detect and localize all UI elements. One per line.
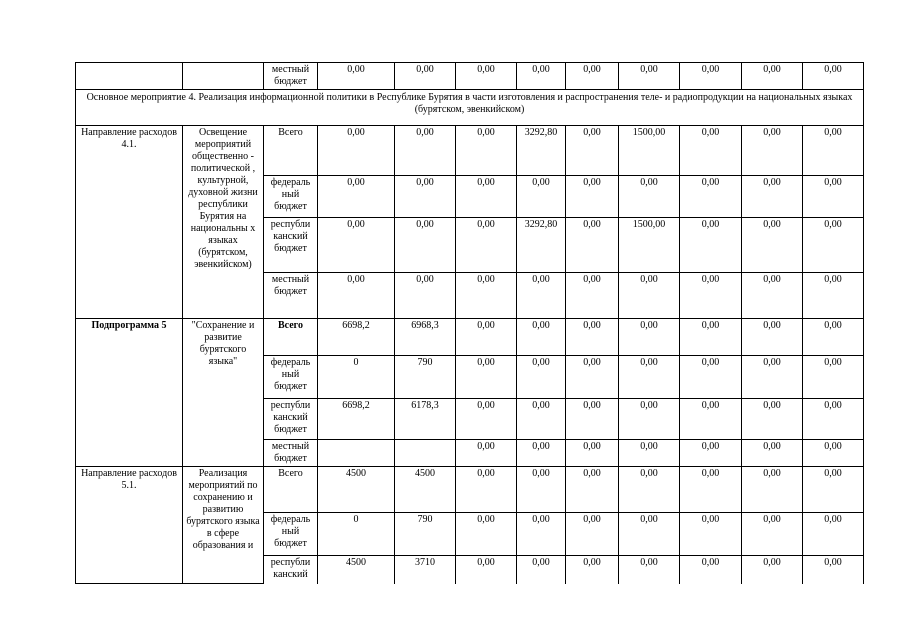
value-cell: 0,00	[566, 218, 619, 273]
value-cell: 0,00	[517, 319, 566, 356]
block-description-cell: Освещение мероприятий общественно - политической , культурной, духовной жизни республики Бурятия на национальны х языках (бурятском, эвенкийском)	[183, 126, 264, 319]
value-cell: 0,00	[619, 399, 680, 440]
value-cell: 0,00	[456, 126, 517, 176]
value-cell: 0,00	[680, 513, 742, 556]
section-row	[76, 90, 864, 126]
value-cell: 1500,00	[619, 218, 680, 273]
value-cell: 0,00	[517, 513, 566, 556]
value-cell: 0,00	[456, 556, 517, 584]
value-cell: 0,00	[395, 176, 456, 218]
value-cell: 0,00	[742, 63, 803, 90]
value-cell: 0,00	[803, 126, 864, 176]
table-row	[76, 467, 864, 513]
value-cell: 3710	[395, 556, 456, 584]
value-cell: 0,00	[742, 467, 803, 513]
budget-table	[75, 62, 864, 584]
value-cell: 0,00	[318, 63, 395, 90]
value-cell: 0	[318, 513, 395, 556]
value-cell: 0,00	[742, 218, 803, 273]
value-cell: 0,00	[803, 273, 864, 319]
value-cell: 0,00	[803, 440, 864, 467]
value-cell: 0,00	[619, 356, 680, 399]
value-cell: 3292,80	[517, 218, 566, 273]
value-cell: 0,00	[680, 356, 742, 399]
value-cell: 0,00	[803, 556, 864, 584]
value-cell: 0,00	[456, 63, 517, 90]
value-cell: 0,00	[742, 513, 803, 556]
value-cell: 3292,80	[517, 126, 566, 176]
table-row	[76, 63, 864, 90]
value-cell: 0,00	[566, 440, 619, 467]
section-title: Основное мероприятие 4. Реализация информационной политики в Республике Бурятия в части изготовления и распространения теле- и радиопродукции на национальных языках (бурятском, эвенкийском)	[76, 90, 864, 126]
value-cell: 0,00	[566, 176, 619, 218]
value-cell: 0,00	[680, 467, 742, 513]
value-cell: 0,00	[566, 467, 619, 513]
value-cell: 0,00	[566, 273, 619, 319]
source-cell: республи канский бюджет	[264, 218, 318, 273]
value-cell: 790	[395, 513, 456, 556]
value-cell: 0,00	[566, 126, 619, 176]
value-cell: 0,00	[803, 399, 864, 440]
value-cell: 0,00	[742, 356, 803, 399]
source-cell: Всего	[264, 467, 318, 513]
value-cell: 6178,3	[395, 399, 456, 440]
value-cell: 0,00	[395, 63, 456, 90]
value-cell: 0,00	[517, 556, 566, 584]
block-description-cell: "Сохранение и развитие бурятского языка"	[183, 319, 264, 467]
value-cell: 0	[318, 356, 395, 399]
description-cell-empty	[183, 63, 264, 90]
value-cell: 1500,00	[619, 126, 680, 176]
value-cell: 0,00	[456, 319, 517, 356]
value-cell: 6698,2	[318, 399, 395, 440]
value-cell: 0,00	[742, 556, 803, 584]
value-cell: 6968,3	[395, 319, 456, 356]
value-cell: 0,00	[742, 440, 803, 467]
block-description-cell: Реализация мероприятий по сохранению и развитию бурятского языка в сфере образования и	[183, 467, 264, 584]
source-cell: федераль ный бюджет	[264, 513, 318, 556]
source-cell: местный бюджет	[264, 63, 318, 90]
value-cell	[395, 440, 456, 467]
value-cell: 0,00	[318, 273, 395, 319]
value-cell: 0,00	[680, 556, 742, 584]
source-cell: Всего	[264, 126, 318, 176]
value-cell: 0,00	[318, 218, 395, 273]
value-cell: 0,00	[566, 63, 619, 90]
value-cell: 0,00	[517, 467, 566, 513]
value-cell: 0,00	[742, 273, 803, 319]
source-cell: Всего	[264, 319, 318, 356]
value-cell: 0,00	[803, 319, 864, 356]
block-name-cell: Подпрограмма 5	[76, 319, 183, 467]
value-cell: 0,00	[680, 319, 742, 356]
value-cell: 0,00	[619, 319, 680, 356]
value-cell: 0,00	[619, 467, 680, 513]
table-row	[76, 319, 864, 356]
value-cell: 0,00	[395, 126, 456, 176]
value-cell: 0,00	[456, 273, 517, 319]
value-cell: 0,00	[803, 513, 864, 556]
block-name-cell: Направление расходов 4.1.	[76, 126, 183, 319]
source-cell: федераль ный бюджет	[264, 356, 318, 399]
value-cell: 0,00	[517, 356, 566, 399]
value-cell: 0,00	[456, 176, 517, 218]
value-cell: 0,00	[517, 273, 566, 319]
value-cell: 0,00	[742, 176, 803, 218]
value-cell: 0,00	[680, 218, 742, 273]
value-cell: 0,00	[742, 399, 803, 440]
value-cell: 790	[395, 356, 456, 399]
source-cell: местный бюджет	[264, 273, 318, 319]
value-cell: 0,00	[680, 440, 742, 467]
value-cell: 0,00	[803, 218, 864, 273]
source-cell: республи канский бюджет	[264, 399, 318, 440]
value-cell: 0,00	[803, 63, 864, 90]
value-cell	[318, 440, 395, 467]
value-cell: 0,00	[318, 126, 395, 176]
value-cell: 0,00	[456, 513, 517, 556]
value-cell: 4500	[318, 556, 395, 584]
value-cell: 0,00	[680, 63, 742, 90]
value-cell: 0,00	[566, 556, 619, 584]
value-cell: 0,00	[619, 273, 680, 319]
value-cell: 0,00	[619, 63, 680, 90]
table-row	[76, 126, 864, 176]
value-cell: 0,00	[619, 176, 680, 218]
value-cell: 0,00	[566, 319, 619, 356]
source-cell: местный бюджет	[264, 440, 318, 467]
source-cell: федераль ный бюджет	[264, 176, 318, 218]
block-name-cell: Направление расходов 5.1.	[76, 467, 183, 584]
value-cell: 0,00	[566, 356, 619, 399]
value-cell: 0,00	[566, 399, 619, 440]
value-cell: 4500	[395, 467, 456, 513]
value-cell: 0,00	[456, 399, 517, 440]
value-cell: 0,00	[619, 440, 680, 467]
value-cell: 0,00	[742, 319, 803, 356]
value-cell: 0,00	[742, 126, 803, 176]
value-cell: 0,00	[803, 176, 864, 218]
value-cell: 0,00	[517, 440, 566, 467]
value-cell: 0,00	[566, 513, 619, 556]
value-cell: 0,00	[619, 556, 680, 584]
value-cell: 4500	[318, 467, 395, 513]
value-cell: 0,00	[318, 176, 395, 218]
value-cell: 0,00	[395, 218, 456, 273]
source-cell: республи канский	[264, 556, 318, 584]
value-cell: 0,00	[680, 126, 742, 176]
value-cell: 0,00	[680, 399, 742, 440]
value-cell: 0,00	[680, 176, 742, 218]
value-cell: 0,00	[803, 467, 864, 513]
value-cell: 0,00	[619, 513, 680, 556]
value-cell: 0,00	[517, 176, 566, 218]
value-cell: 0,00	[517, 63, 566, 90]
value-cell: 6698,2	[318, 319, 395, 356]
value-cell: 0,00	[456, 218, 517, 273]
name-cell-empty	[76, 63, 183, 90]
value-cell: 0,00	[395, 273, 456, 319]
value-cell: 0,00	[456, 467, 517, 513]
value-cell: 0,00	[803, 356, 864, 399]
value-cell: 0,00	[456, 356, 517, 399]
value-cell: 0,00	[680, 273, 742, 319]
value-cell: 0,00	[456, 440, 517, 467]
value-cell: 0,00	[517, 399, 566, 440]
